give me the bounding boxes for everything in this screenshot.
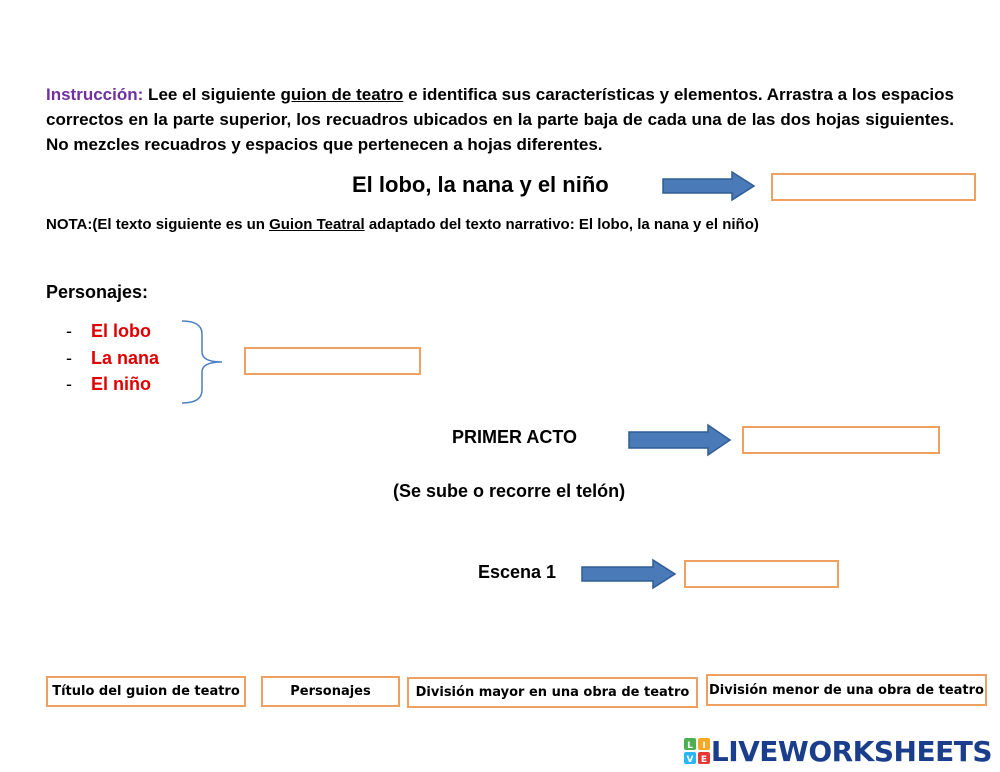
logo-badge-letter: E <box>700 755 707 765</box>
list-item <box>66 318 159 345</box>
scene-heading: Escena 1 <box>478 562 557 582</box>
instruction-underlined: guion de teatro <box>280 85 404 104</box>
logo-badge-letter: L <box>687 741 693 751</box>
drag-card-major-division[interactable]: División mayor en una obra de teatro <box>407 677 698 708</box>
note-before: NOTA:(El texto siguiente es un <box>46 216 270 233</box>
note-after: adaptado del texto narrativo: El lobo, la nana y el niño) <box>364 216 759 233</box>
drag-card-characters[interactable]: Personajes <box>261 676 400 707</box>
drop-zone-act[interactable] <box>742 426 940 454</box>
list-dash: - <box>66 374 72 394</box>
right-arrow-icon <box>628 423 732 457</box>
character-name: El niño <box>91 374 151 394</box>
act-heading: PRIMER ACTO <box>452 427 578 447</box>
logo-badge-icon <box>683 737 711 765</box>
characters-heading: Personajes: <box>46 282 149 302</box>
drop-zone-title[interactable] <box>771 173 976 201</box>
list-item <box>66 345 159 372</box>
note-underlined: Guion Teatral <box>269 216 365 233</box>
instruction-label: Instrucción: <box>46 85 144 104</box>
right-arrow-icon <box>662 170 756 202</box>
character-name: La nana <box>91 347 160 368</box>
logo-badge-letter: I <box>702 741 706 751</box>
stage-direction: (Se sube o recorre el telón) <box>393 481 626 501</box>
character-name: El lobo <box>91 321 151 341</box>
drop-zone-scene[interactable] <box>684 560 839 588</box>
logo-text: LIVEWORKSHEETS <box>710 734 992 768</box>
note-text <box>46 216 759 233</box>
list-item <box>66 371 159 398</box>
curly-brace-icon <box>178 318 228 406</box>
logo-badge-letter: V <box>686 755 694 765</box>
right-arrow-icon <box>581 558 677 590</box>
liveworksheets-logo <box>683 733 992 769</box>
drag-card-minor-division[interactable]: División menor de una obra de teatro <box>706 674 987 706</box>
drag-card-title[interactable]: Título del guion de teatro <box>46 676 246 707</box>
instruction-text-after: e identifica sus características y elementos. Arrastra a los espacios correctos en la parte superior, los recuadros ubicados en la parte baja de cada una de las dos hojas siguientes. No mezcles recuadros y espacios que pertenecen a hojas diferentes. <box>46 85 954 154</box>
list-dash: - <box>66 347 72 368</box>
instruction-text-before: Lee el siguiente <box>143 85 281 104</box>
characters-list <box>66 318 159 398</box>
play-title: El lobo, la nana y el niño <box>352 172 609 197</box>
drop-zone-characters[interactable] <box>244 347 421 375</box>
list-dash: - <box>66 321 72 341</box>
instruction-paragraph <box>46 82 954 157</box>
